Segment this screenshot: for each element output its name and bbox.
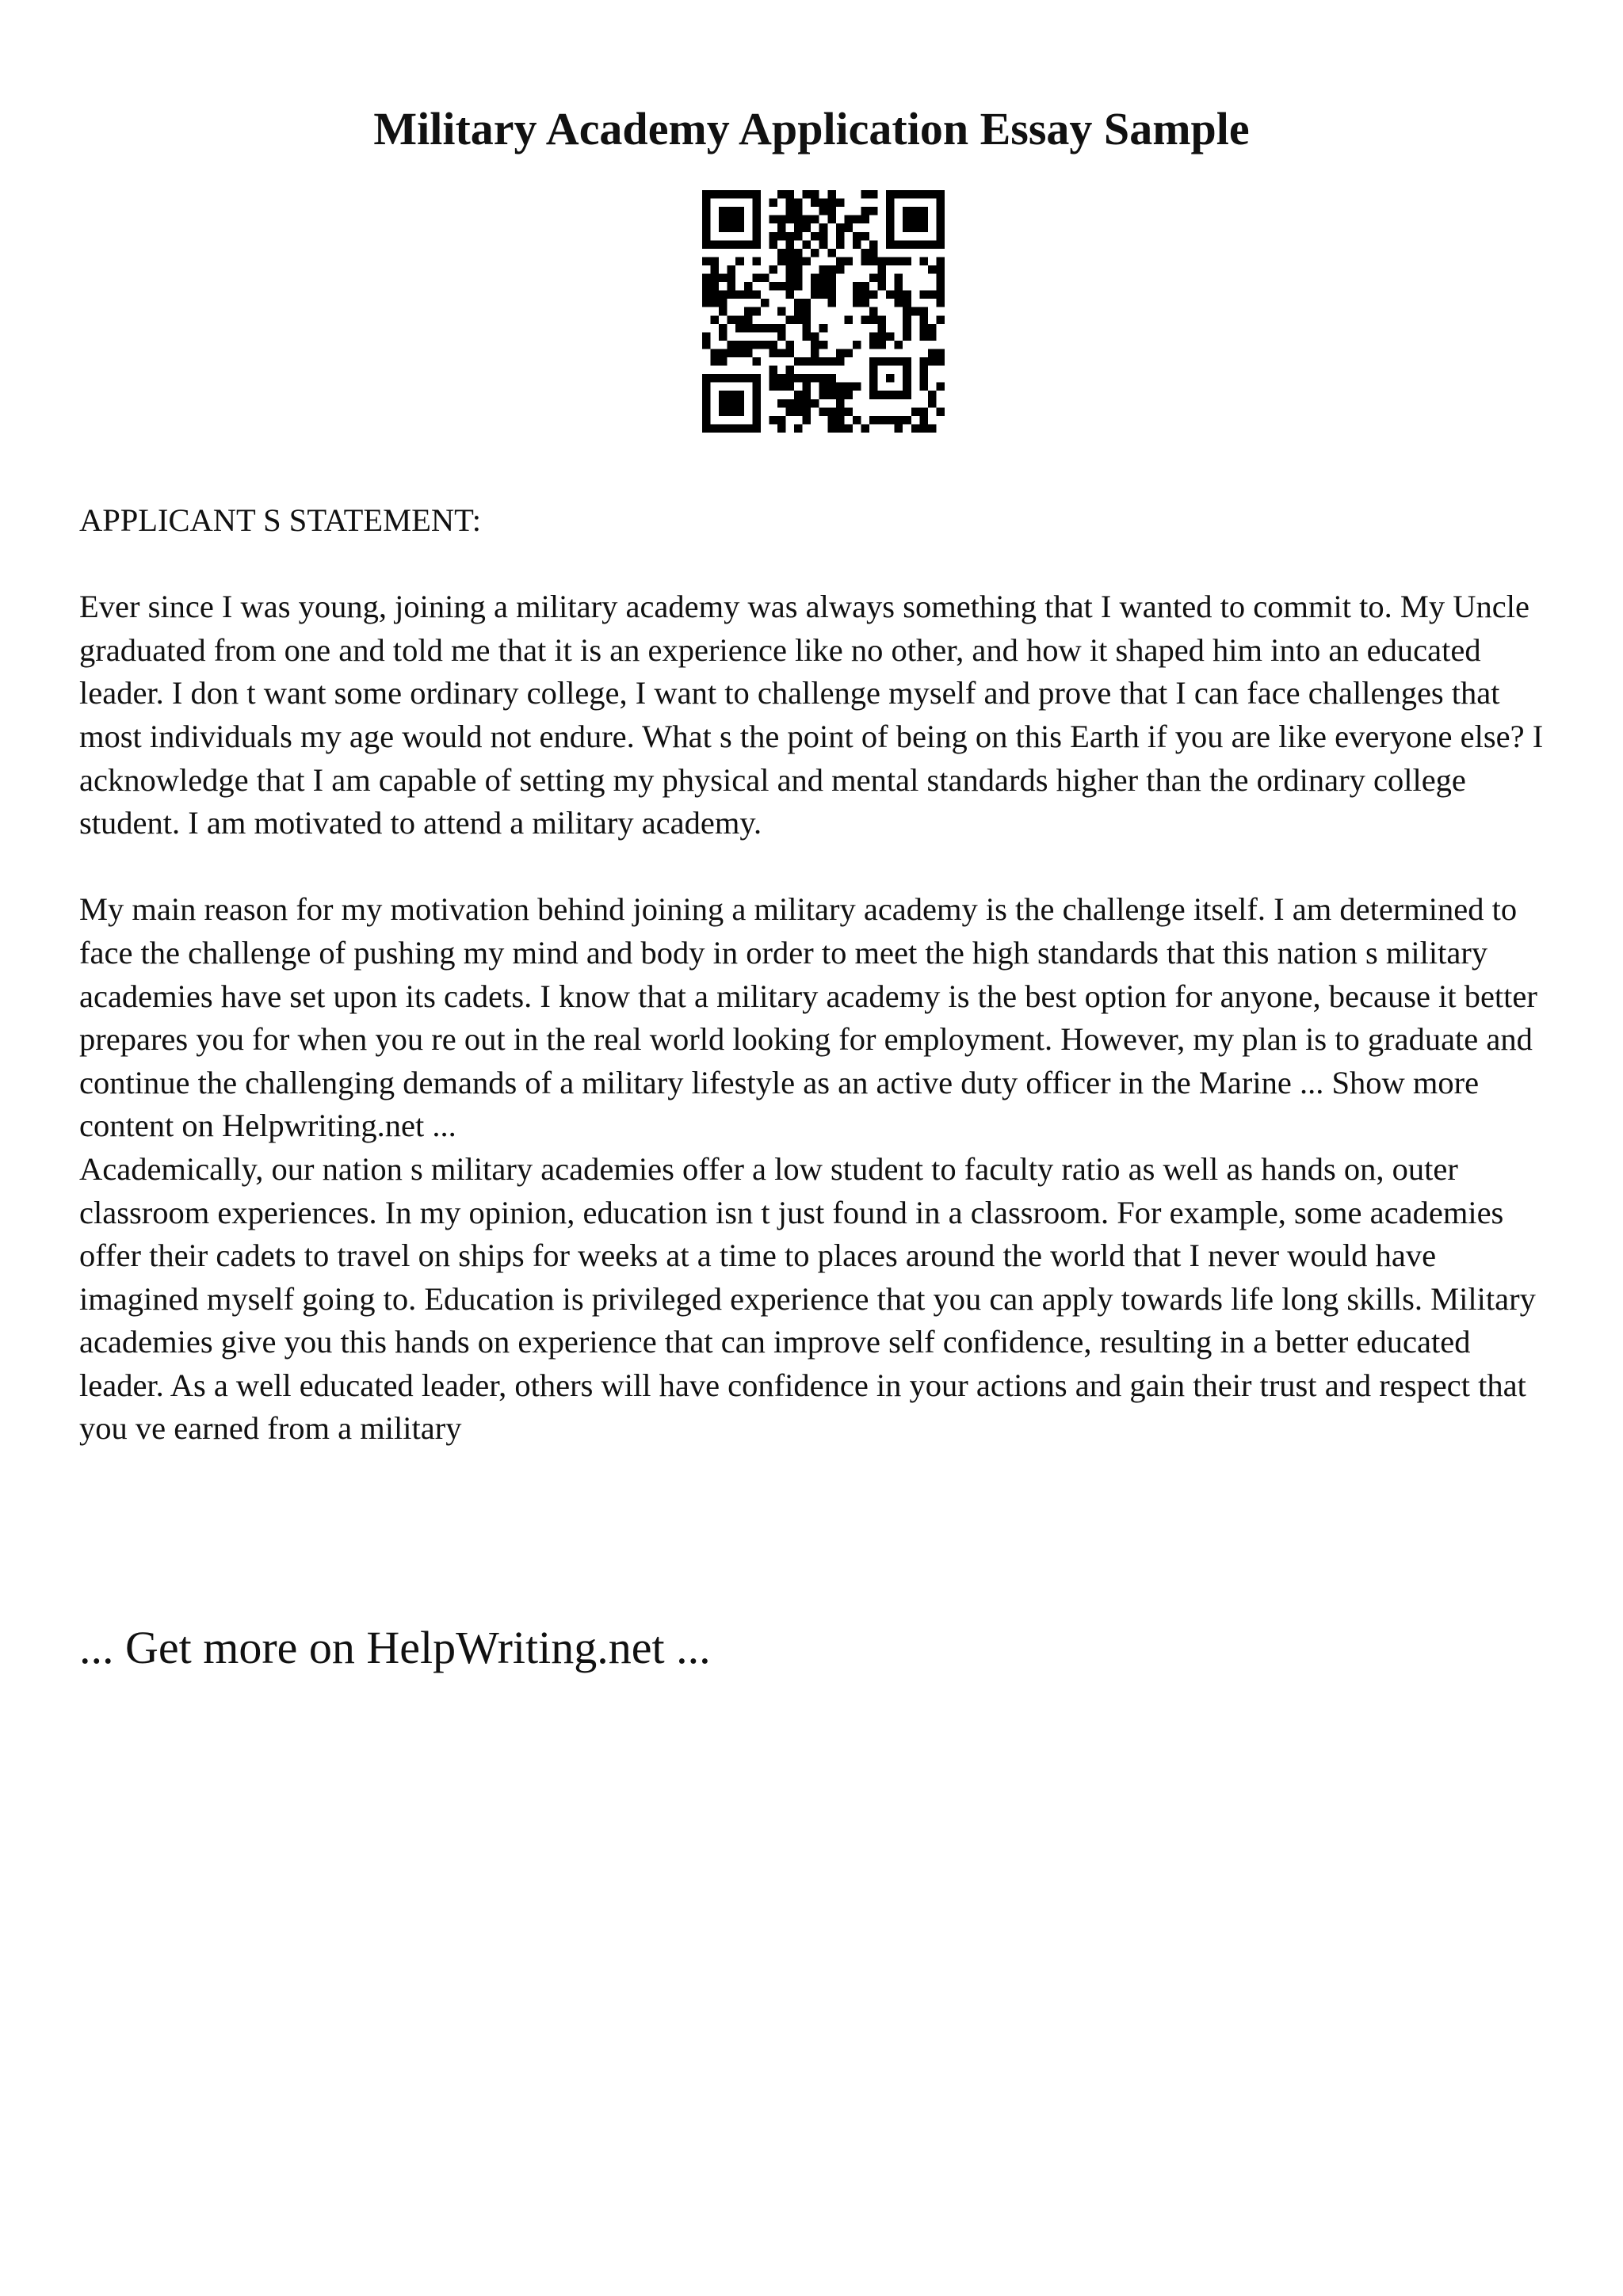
get-more-link[interactable]: ... Get more on HelpWriting.net ... xyxy=(79,1622,711,1673)
statement-heading: APPLICANT S STATEMENT: xyxy=(79,502,482,538)
qr-code-icon xyxy=(702,190,945,433)
essay-paragraph: My main reason for my motivation behind joining a military academy is the challenge itself. I am determined to face the challenge of pushing my mind and body in order to meet the high standards that this nation s military academies have set upon its cadets. I know that a military academy is the best option for anyone, because it better prepares you for when you re out in the real world looking for employment. However, my plan is to graduate and continue the challenging demands of a military lifestyle as an active duty officer in the Marine ... Show more content on Helpwriting.net ... xyxy=(79,891,1537,1144)
essay-body xyxy=(79,499,1553,1451)
essay-paragraph: Academically, our nation s military academies offer a low student to faculty ratio as well as hands on, outer classroom experiences. In my opinion, education isn t just found in a classroom. For example, some academies offer their cadets to travel on ships for weeks at a time to places around the world that I never would have imagined myself going to. Education is privileged experience that you can apply towards life long skills. Military academies give you this hands on experience that can improve self confidence, resulting in a better educated leader. As a well educated leader, others will have confidence in your actions and gain their trust and respect that you ve earned from a military xyxy=(79,1150,1536,1447)
document-title: Military Academy Application Essay Sample xyxy=(373,103,1250,154)
essay-paragraph: Ever since I was young, joining a military academy was always something that I wanted to commit to. My Uncle graduated from one and told me that it is an experience like no other, and how it shaped him into an educated leader. I don t want some ordinary college, I want to challenge myself and prove that I can face challenges that most individuals my age would not endure. What s the point of being on this Earth if you are like everyone else? I acknowledge that I am capable of setting my physical and mental standards higher than the ordinary college student. I am motivated to attend a military academy. xyxy=(79,589,1544,841)
